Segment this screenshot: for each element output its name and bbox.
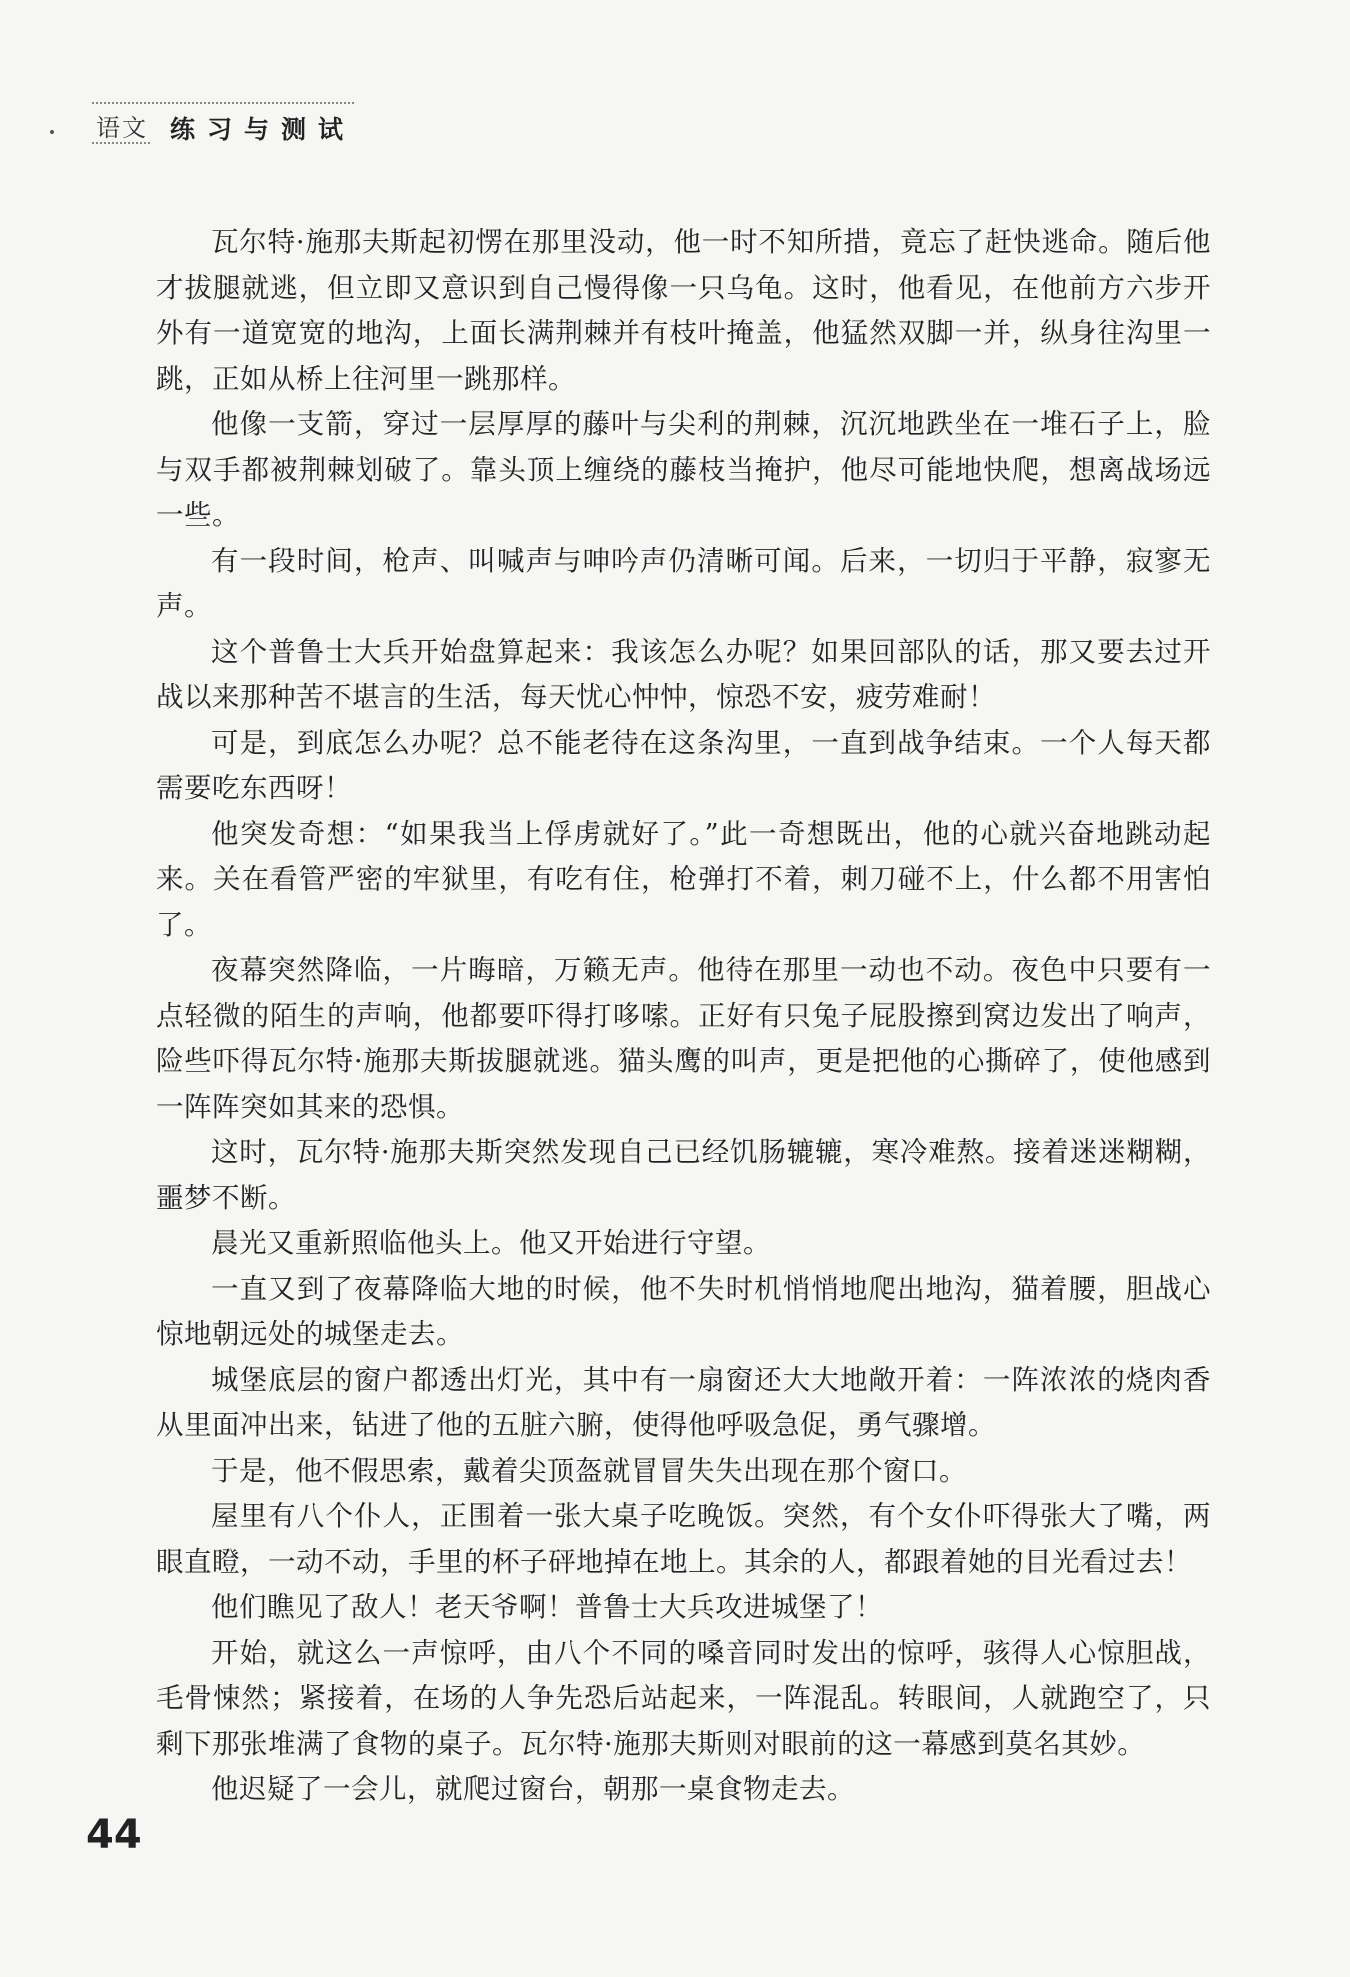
paragraph: 晨光又重新照临他头上。他又开始进行守望。: [211, 1227, 771, 1259]
paragraph: 屋里有八个仆人，正围着一张大桌子吃晚饭。突然，有个女仆吓得张大了嘴，两眼直瞪，一动不动，手里的杯子砰地掉在地上。其余的人，都跟着她的目光看过去！: [156, 1500, 1211, 1578]
paragraph: 城堡底层的窗户都透出灯光，其中有一扇窗还大大地敞开着：一阵浓浓的烧肉香从里面冲出来，钻进了他的五脏六腑，使得他呼吸急促，勇气骤增。: [156, 1363, 1211, 1441]
paragraph: 有一段时间，枪声、叫喊声与呻吟声仍清晰可闻。后来，一切归于平静，寂寥无声。: [156, 544, 1211, 622]
header-bullet: [50, 130, 54, 134]
paragraph: 他像一支箭，穿过一层厚厚的藤叶与尖利的荆棘，沉沉地跌坐在一堆石子上，脸与双手都被荆棘划破了。靠头顶上缠绕的藤枝当掩护，他尽可能地快爬，想离战场远一些。: [156, 408, 1211, 531]
paragraph: 一直又到了夜幕降临大地的时候，他不失时机悄悄地爬出地沟，猫着腰，胆战心惊地朝远处的城堡走去。: [156, 1272, 1211, 1350]
header-dotted-rule: [92, 102, 354, 104]
paragraph: 这时，瓦尔特·施那夫斯突然发现自己已经饥肠辘辘，寒冷难熬。接着迷迷糊糊，噩梦不断。: [156, 1136, 1211, 1214]
subject-underline: [92, 142, 150, 144]
paragraph: 他们瞧见了敌人！老天爷啊！普鲁士大兵攻进城堡了！: [211, 1591, 883, 1623]
paragraph: 夜幕突然降临，一片晦暗，万籁无声。他待在那里一动也不动。夜色中只要有一点轻微的陌生的声响，他都要吓得打哆嗦。正好有只兔子屁股擦到窝边发出了响声，险些吓得瓦尔特·施那夫斯拔腿就逃。猫头鹰的叫声，更是把他的心撕碎了，使他感到一阵阵突如其来的恐惧。: [156, 954, 1211, 1123]
subject-label: 语文: [96, 114, 148, 142]
paragraph: 于是，他不假思索，戴着尖顶盔就冒冒失失出现在那个窗口。: [211, 1454, 967, 1487]
paragraph: 瓦尔特·施那夫斯起初愣在那里没动，他一时不知所措，竟忘了赶快逃命。随后他才拔腿就逃，但立即又意识到自己慢得像一只乌龟。这时，他看见，在他前方六步开外有一道宽宽的地沟，上面长满荆棘并有枝叶掩盖，他猛然双脚一并，纵身往沟里一跳，正如从桥上往河里一跳那样。: [156, 226, 1211, 395]
paragraph: 他迟疑了一会儿，就爬过窗台，朝那一桌食物走去。: [211, 1773, 855, 1805]
paragraph: 他突发奇想：“如果我当上俘虏就好了。”此一奇想既出，他的心就兴奋地跳动起来。关在看管严密的牢狱里，有吃有住，枪弹打不着，刺刀碰不上，什么都不用害怕了。: [156, 817, 1211, 941]
paragraph: 开始，就这么一声惊呼，由八个不同的嗓音同时发出的惊呼，骇得人心惊胆战，毛骨悚然；紧接着，在场的人争先恐后站起来，一阵混乱。转眼间，人就跑空了，只剩下那张堆满了食物的桌子。瓦尔特·施那夫斯则对眼前的这一幕感到莫名其妙。: [156, 1636, 1211, 1760]
article-body: [156, 220, 1211, 1813]
page-header: [92, 102, 354, 144]
book-title: 练习与测试: [170, 115, 356, 144]
paragraph: 这个普鲁士大兵开始盘算起来：我该怎么办呢？如果回部队的话，那又要去过开战以来那种苦不堪言的生活，每天忧心忡忡，惊恐不安，疲劳难耐！: [156, 635, 1211, 713]
page-number: 44: [86, 1812, 142, 1858]
paragraph: 可是，到底怎么办呢？总不能老待在这条沟里，一直到战争结束。一个人每天都需要吃东西呀！: [156, 726, 1211, 804]
